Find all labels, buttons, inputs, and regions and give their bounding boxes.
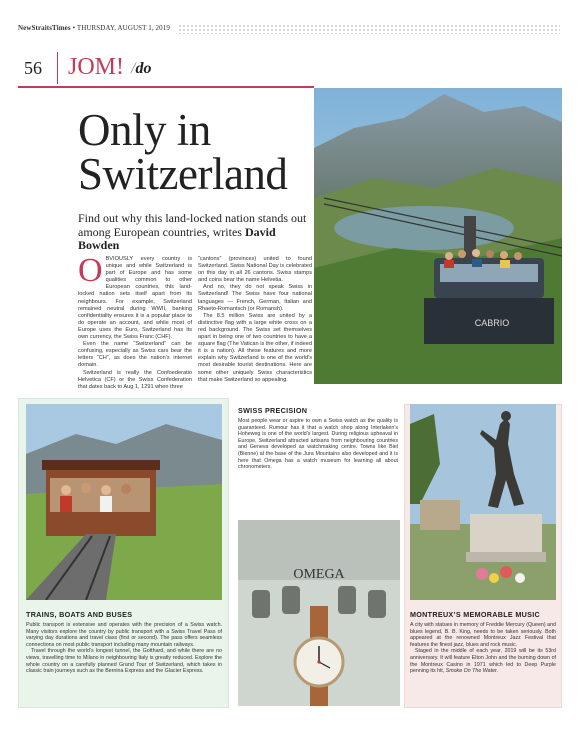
- header-divider: [57, 52, 58, 84]
- omega-watch-photo: [238, 520, 400, 706]
- byline: David Bowden: [78, 224, 276, 252]
- masthead: [18, 24, 170, 32]
- standfirst-text: Find out why this land-locked nation stands out among European countries, writes: [78, 211, 307, 239]
- header-dot-pattern: [178, 24, 560, 34]
- trains-paragraph: Public transport is extensive and operates with the precision of a Swiss watch. Many visitors explore the country by public transport with a Swiss Travel Pass of varying day durations and travel class (first or second). The pass offers seamless connections on most public transport including many mountain railways.: [26, 622, 222, 648]
- freddie-mercury-statue-photo: [410, 404, 556, 600]
- subsection-title: [131, 60, 151, 78]
- subsection-slash: /: [131, 60, 136, 77]
- body-column-2: [198, 256, 312, 384]
- headline-line-1: Only in: [78, 105, 211, 155]
- body-paragraph: The 8.5 million Swiss are united by a distinctive flag with a large white cross on a red background. The Swiss set themselves apart in being one of two countries to have a square flag (The Vatican is the other, if indeed it is a nation). All these features and more explain why Switzerland is one of the world’s most desirable tourist destinations. Here are some other uniquely Swiss characteristics that make Switzerland so appealing.: [198, 312, 312, 383]
- cable-car-sign: CABRIO: [474, 318, 510, 328]
- standfirst: [78, 212, 318, 253]
- trains-paragraph: Travel through the world’s longest tunnel, the Gotthard, and while there are no views, travelling time to Milano in neighbouring Italy is greatly reduced. Explore the whole country on a carefully planned Grand Tour of Switzerland, which takes in classic train journeys such as the Bernina Express and the Glacier Express.: [26, 648, 222, 675]
- montreux-title: MONTREUX’S MEMORABLE MUSIC: [410, 610, 540, 619]
- precision-paragraph: Most people wear or aspire to own a Swiss watch as the quality is guaranteed. Rumour has it that a watch shop along Interlaken’s Hoheweg is one of the world’s largest. During religious upheaval in Europe, Switzerland attracted artisans from neighbouring countries and Geneva developed as watchmaking centre. Towns like Biel (Bienne) at the base of the Jura Mountains also developed and it is here that Omega has a watch museum for learning all about chronometers.: [238, 418, 398, 471]
- body-paragraph: Even the name “Switzerland” can be confusing, especially as Swiss cars bear the letters “CH”, as does the nation’s internet domain.: [78, 341, 192, 369]
- headline: [78, 105, 308, 199]
- page-number: 56: [24, 58, 42, 78]
- montreux-paragraph: [410, 648, 556, 674]
- body-paragraph: “cantons” (provinces) united to found Switzerland. Swiss National Day is celebrated on this day in all 26 cantons. Swiss stamps and coins bear the name Helvetia.: [198, 256, 312, 284]
- precision-text: [238, 418, 398, 471]
- montreux-paragraph: A city with statues in memory of Freddie Mercury (Queen) and blues legend, B. B. King, needs to be taken seriously. Both appeared at the renowned Montreux Jazz Festival that features the finest jazz, blues and rock music.: [410, 622, 556, 648]
- body-paragraph: And no, they do not speak Swiss in Switzerland! The Swiss have four national languages — French, German, Italian and Rhaeto-Romantsch (or Romansh).: [198, 284, 312, 312]
- masthead-paper: NewStraitsTimes: [18, 24, 71, 32]
- cable-car-photo: [314, 88, 562, 384]
- masthead-date: • THURSDAY, AUGUST 1, 2019: [72, 24, 170, 32]
- trains-title: TRAINS, BOATS AND BUSES: [26, 610, 133, 619]
- dropcap: O: [78, 252, 103, 289]
- omega-sign: OMEGA: [293, 567, 345, 582]
- subsection-label: do: [135, 60, 152, 77]
- trains-text: [26, 622, 222, 675]
- body-column-1: [78, 252, 192, 391]
- train-photo: [26, 404, 222, 600]
- montreux-text: [410, 622, 556, 675]
- montreux-paragraph-2: Staged in the middle of each year, 2019 will be its 53rd anniversary. It will feature Elton John and the burning down of the Montreux Casino in 1971 which led to Deep Purple penning its hit,: [410, 648, 556, 675]
- precision-title: SWISS PRECISION: [238, 406, 308, 415]
- header-rule: [18, 86, 314, 88]
- body-paragraph: BVIOUSLY every country is unique and while Switzerland is part of Europe and has some qualities common to other European countries, this land-locked nation sets itself apart from its neighbours. For example, Switzerland remained neutral during WWII, banking confidentiality ensures it is a popular place to do operate an account, and while most of Europe uses the Euro, Switzerland has its own currency, the Swiss Franc (CHF).: [78, 256, 192, 341]
- song-title: Smoke On The Water.: [445, 668, 499, 675]
- body-paragraph: Switzerland is really the Confoederatio Helvetica (CF) or the Swiss Confederation that dates back to Aug 1, 1291 when three: [78, 369, 192, 390]
- section-title: JOM!: [68, 54, 125, 80]
- headline-line-2: Switzerland: [78, 149, 288, 199]
